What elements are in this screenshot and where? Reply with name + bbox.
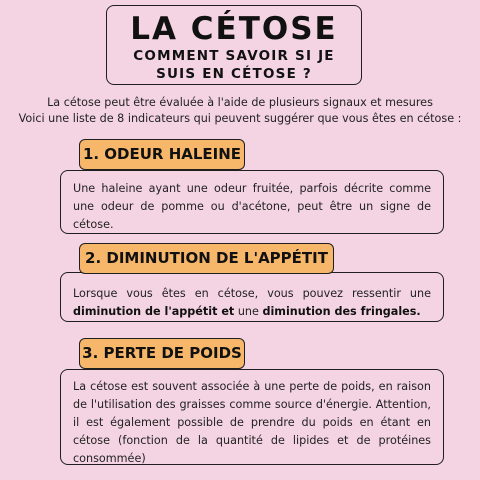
page-subtitle-line1: COMMENT SAVOIR SI JE (133, 48, 335, 64)
indicator-card-1 (60, 170, 444, 234)
indicator-card-3 (60, 369, 444, 465)
indicator-label-3: 3. PERTE DE POIDS (79, 338, 245, 369)
page-title: LA CÉTOSE (130, 11, 338, 47)
indicator-label-2: 2. DIMINUTION DE L'APPÉTIT (79, 243, 334, 274)
page-subtitle-line2: SUIS EN CÉTOSE ? (156, 66, 312, 82)
indicator-label-1: 1. ODEUR HALEINE (79, 139, 245, 170)
indicator-text-2-bold1: diminution de l'appétit et (73, 305, 235, 318)
intro-text (0, 95, 480, 127)
indicator-card-2 (60, 272, 444, 322)
intro-line2: Voici une liste de 8 indicateurs qui peuvent suggérer que vous êtes en cétose : (18, 112, 462, 125)
indicator-text-2-pre: Lorsque vous êtes en cétose, vous pouvez ressentir une (73, 287, 431, 300)
title-box (106, 5, 362, 85)
indicator-text-2-bold2: diminution des fringales. (262, 305, 421, 318)
indicator-text-2-mid: une (234, 305, 263, 318)
indicator-text-3: La cétose est souvent associée à une perte de poids, en raison de l'utilisation des graisses comme source d'énergie. Attention, il est également possible de prendre du poids en étant en cétose (fonction de la quantité de lipides et de protéines consommée) (73, 380, 431, 465)
intro-line1: La cétose peut être évaluée à l'aide de plusieurs signaux et mesures (47, 96, 433, 109)
indicator-text-1: Une haleine ayant une odeur fruitée, parfois décrite comme une odeur de pomme ou d'acétone, peut être un signe de cétose. (73, 182, 431, 231)
